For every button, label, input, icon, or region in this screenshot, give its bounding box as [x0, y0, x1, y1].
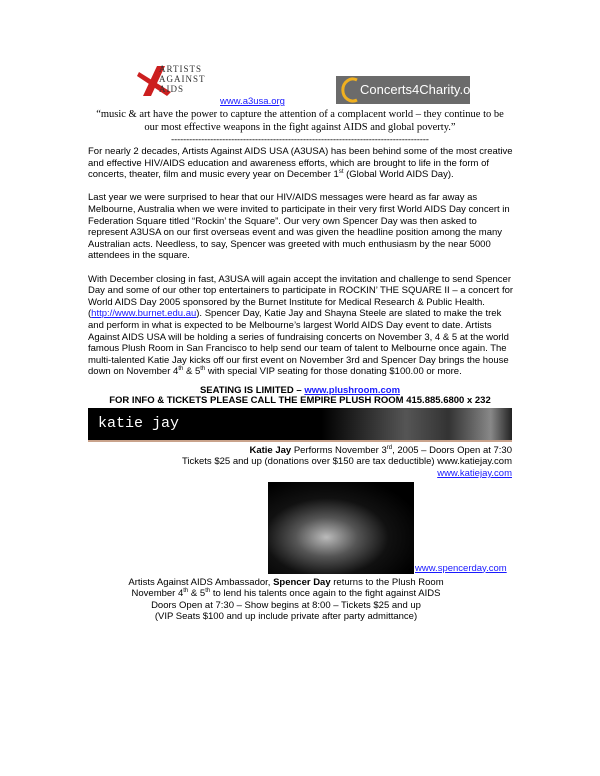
paragraph-december: With December closing in fast, A3USA will again accept the invitation and challenge to send Spencer Day and some of our other top entertainers to participate in ROCKIN’ THE SQUARE II – a concert for World AIDS Day 2005 sponsored by the Burnet Institute for Medical Research & Public Health. (http://www.burnet.edu.au). Spencer Day, Katie Jay and Shayna Steele are slated to make the trek and perform in what is expected to be Melbourne’s largest World AIDS Day event to date. Artists Against AIDS USA will be holding a series of fundraising concerts on November 3, 4 & 5 at the world famous Plush Room in San Francisco to help send our team of talent to Melbourne once again. The multi-talented Katie Jay kicks off our first event on November 3rd and Spencer Day brings the house down on November 4th & 5th with special VIP seating for those donating $100.00 or more. — [88, 273, 514, 378]
katiejay-link[interactable]: www.katiejay.com — [437, 468, 512, 480]
katie-jay-banner: katie jay — [88, 408, 512, 442]
plushroom-link[interactable]: www.plushroom.com — [304, 384, 401, 396]
a3usa-link[interactable]: www.a3usa.org — [220, 96, 285, 107]
burnet-link[interactable]: http://www.burnet.edu.au — [91, 308, 197, 320]
concerts4charity-logo: Concerts4Charity.org — [336, 76, 470, 104]
paragraph-intro: For nearly 2 decades, Artists Against AIDS USA (A3USA) has been behind some of the most creative and effective HIV/AIDS education and awareness efforts, which are brought to life in the form of concerts, theater, film and music every year on December 1st (Global World AIDS Day). — [88, 146, 513, 181]
spencerday-link[interactable]: www.spencerday.com — [415, 562, 507, 574]
artists-against-aids-logo: ARTISTS AGAINST AIDS — [135, 62, 220, 98]
spencer-day-photo-row — [88, 482, 514, 574]
katie-jay-details: Katie Jay Performs November 3rd, 2005 – Doors Open at 7:30 Tickets $25 and up (donations over $150 are tax deductible) www.katiejay.com www.katiejay.com — [181, 444, 512, 480]
spencer-day-photo — [268, 482, 414, 574]
document-body — [88, 109, 514, 623]
paragraph-last-year: Last year we were surprised to hear that our HIV/AIDS messages were heard as far away as Melbourne, Australia when we were invited to participate in their very first World AIDS Day concert in Federation Square titled “Rockin’ the Square”. Our very own Spencer Day was then asked to represent A3USA on our first overseas event and was given the headline position among the many Australian acts. Needless, to say, Spencer was greeted with much enthusiasm by the near 5000 attendees in the square. — [88, 192, 510, 262]
seating-notice: SEATING IS LIMITED – www.plushroom.com FOR INFO & TICKETS PLEASE CALL THE EMPIRE PLUSH ROOM 415.885.6800 x 232 — [109, 384, 491, 407]
spencer-day-details: Artists Against AIDS Ambassador, Spencer Day returns to the Plush Room November 4th & 5th to lend his talents once again to the fight against AIDS Doors Open at 7:30 – Show begins at 8:00 – Tickets $25 and up (VIP Seats $100 and up include private after party admittance) — [128, 576, 444, 623]
divider: -------------------------------------------------------------------------------------- — [171, 134, 429, 144]
quote: “music & art have the power to capture the attention of a complacent world – they continue to be our most effective weapons in the fight against AIDS and global poverty.” -------------------------------------------------------------------------------------- — [96, 109, 504, 144]
